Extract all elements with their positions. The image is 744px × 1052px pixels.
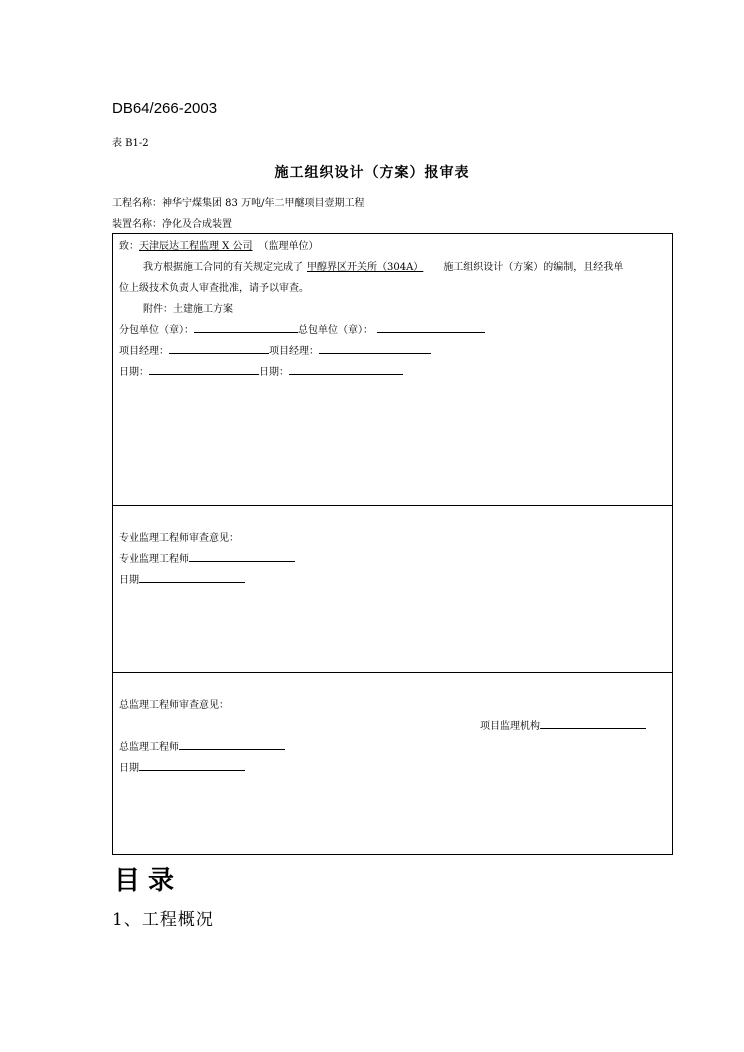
- project-manager-label-2: 项目经理：: [269, 346, 319, 357]
- toc-title: 目录: [114, 866, 183, 896]
- chief-engineer-label: 总监理工程师: [119, 742, 179, 753]
- statement-subject: 甲醇界区开关所（304A）: [307, 262, 424, 273]
- project-manager-label-1: 项目经理：: [119, 346, 169, 357]
- addressee-row: [119, 237, 318, 252]
- subcontractor-unit-blank: [194, 322, 298, 333]
- addressee-suffix: （监理单位）: [258, 241, 319, 252]
- specialty-date-label: 日期: [119, 575, 139, 586]
- specialty-engineer-label: 专业监理工程师: [119, 554, 189, 565]
- attachment-line: 附件：土建施工方案: [143, 304, 233, 315]
- chief-engineer-section: [113, 673, 672, 855]
- chief-opinion-label: 总监理工程师审查意见：: [119, 700, 229, 711]
- chief-date-row: [119, 759, 245, 774]
- device-name-value: 净化及合成装置: [162, 219, 232, 230]
- toc-item[interactable]: 1、工程概况: [112, 910, 214, 930]
- standard-number: DB64/266-2003: [112, 100, 218, 117]
- form-title: 施工组织设计（方案）报审表: [274, 165, 470, 181]
- addressee-label: 致：: [119, 241, 139, 252]
- project-name-value: 神华宁煤集团 83 万吨/年二甲醚项目壹期工程: [162, 198, 365, 209]
- chief-engineer-row: [119, 738, 285, 753]
- statement-line-1: [143, 258, 623, 273]
- unit-signature-row: [119, 321, 485, 336]
- statement-prefix: 我方根据施工合同的有关规定完成了: [143, 262, 303, 273]
- supervision-org-blank: [540, 718, 646, 729]
- table-number: 表 B1-2: [112, 138, 149, 149]
- supervision-org-row: [480, 717, 646, 732]
- device-name-row: [112, 215, 232, 230]
- project-manager-blank-2: [319, 343, 431, 354]
- subcontractor-unit-label: 分包单位（章）：: [119, 325, 194, 336]
- statement-line-2: 位上级技术负责人审查批准，请予以审查。: [119, 283, 309, 294]
- chief-date-label: 日期: [119, 763, 139, 774]
- specialty-date-blank: [139, 572, 245, 583]
- statement-suffix: 施工组织设计（方案）的编制，且经我单: [443, 262, 624, 273]
- addressee-name: 天津辰达工程监理 X 公司: [139, 241, 253, 252]
- general-contractor-unit-label: 总包单位（章）：: [298, 325, 373, 336]
- manager-signature-row: [119, 342, 431, 357]
- date-blank-2: [289, 364, 403, 375]
- general-contractor-unit-blank: [377, 322, 485, 333]
- date-label-1: 日期：: [119, 367, 149, 378]
- date-label-2: 日期：: [259, 367, 289, 378]
- specialty-engineer-row: [119, 550, 295, 565]
- submission-section: [113, 234, 672, 506]
- device-name-label: 装置名称：: [112, 219, 162, 230]
- date-blank-1: [149, 364, 259, 375]
- chief-date-blank: [139, 760, 245, 771]
- specialty-opinion-label: 专业监理工程师审查意见：: [119, 533, 239, 544]
- project-name-row: [112, 194, 364, 209]
- specialty-engineer-section: [113, 506, 672, 673]
- date-row: [119, 363, 403, 378]
- approval-form-table: [112, 233, 673, 855]
- project-name-label: 工程名称：: [112, 198, 162, 209]
- supervision-org-label: 项目监理机构: [480, 721, 540, 732]
- specialty-engineer-blank: [189, 551, 295, 562]
- specialty-date-row: [119, 571, 245, 586]
- project-manager-blank-1: [169, 343, 269, 354]
- chief-engineer-blank: [179, 739, 285, 750]
